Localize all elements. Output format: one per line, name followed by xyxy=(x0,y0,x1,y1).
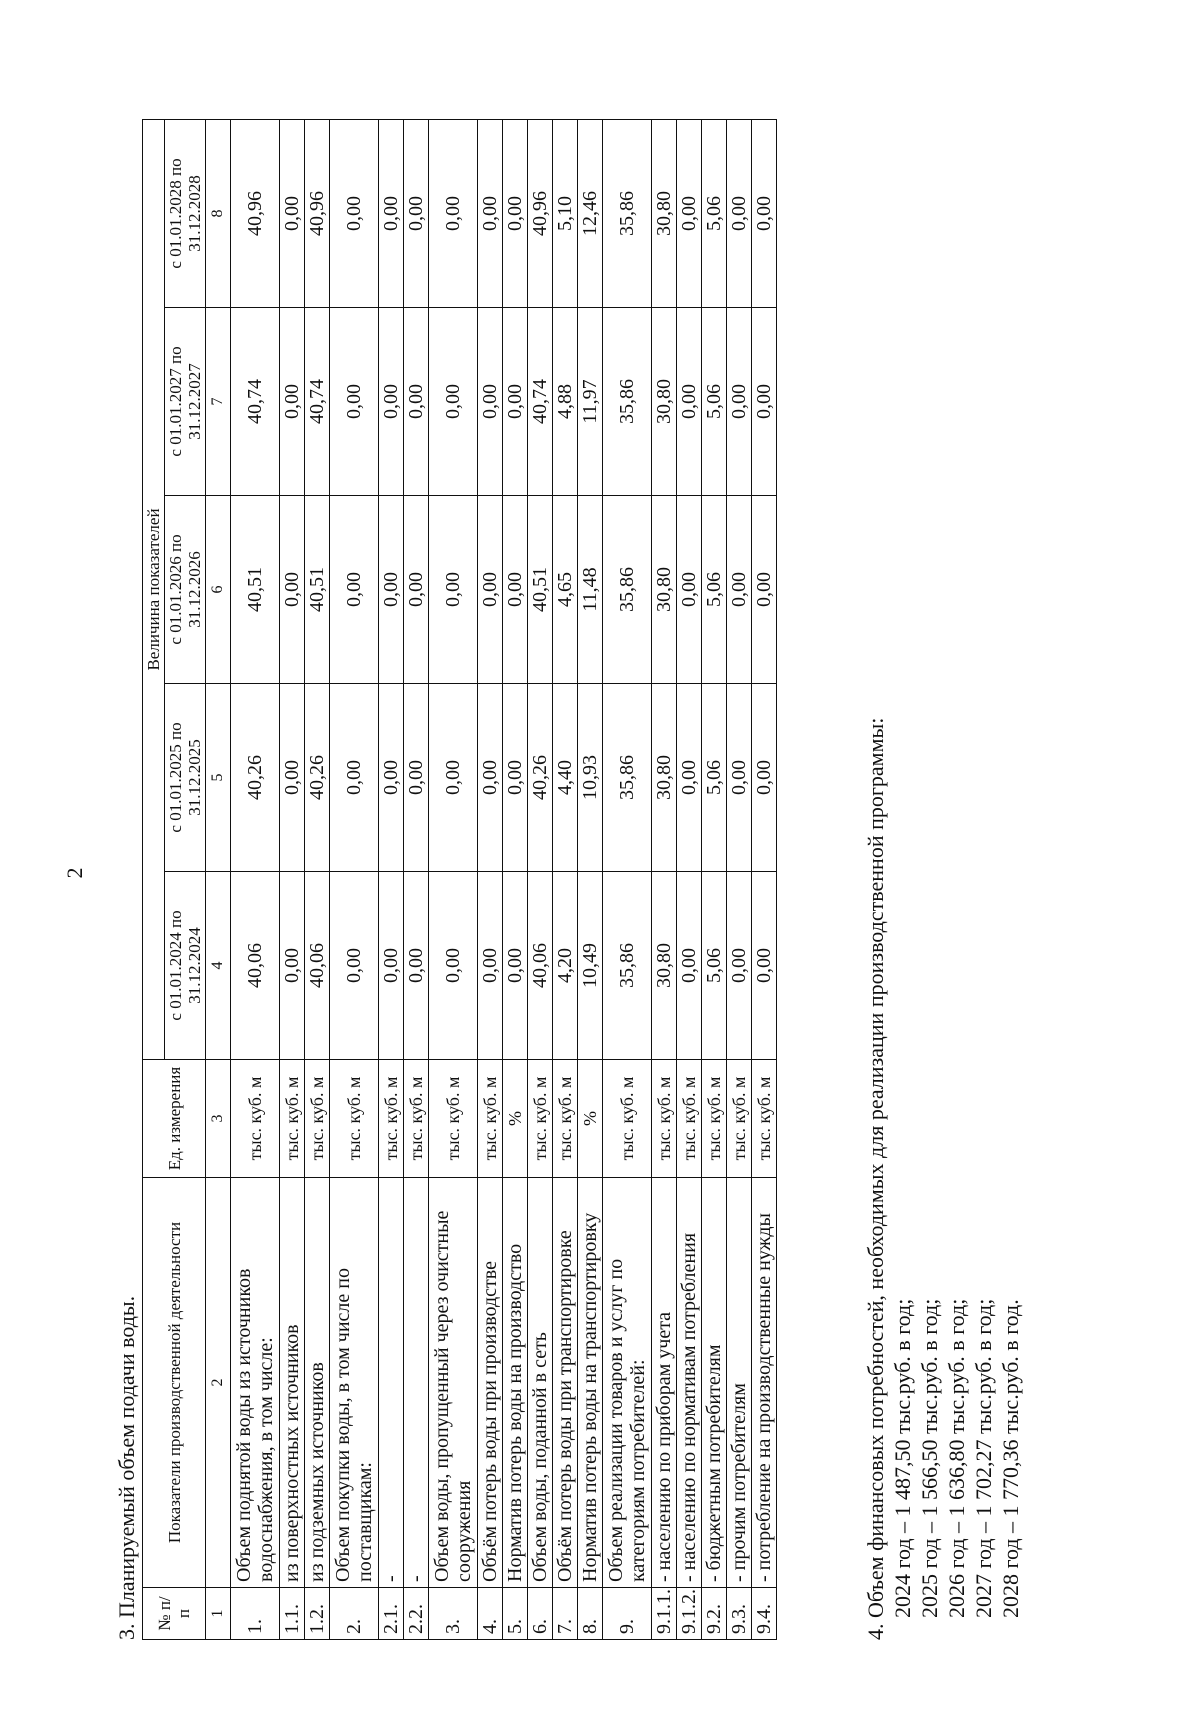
header-group: Величина показателей xyxy=(143,119,165,1059)
row-value: 30,80 xyxy=(652,119,677,307)
row-value: 0,00 xyxy=(478,308,503,496)
row-value: 0,00 xyxy=(478,496,503,684)
row-number: 2.2. xyxy=(404,1588,429,1640)
header-indicator: Показатели производственной деятельности xyxy=(143,1178,206,1588)
row-value: 5,06 xyxy=(702,684,727,872)
row-unit: тыс. куб. м xyxy=(305,1060,330,1178)
row-value: 0,00 xyxy=(677,684,702,872)
row-indicator: - прочим потребителям xyxy=(727,1178,752,1588)
column-number: 8 xyxy=(206,119,231,307)
header-unit: Ед. измерения xyxy=(143,1060,206,1178)
row-value: 35,86 xyxy=(603,308,652,496)
row-value: 30,80 xyxy=(652,496,677,684)
row-number: 1. xyxy=(231,1588,280,1640)
row-value: 40,06 xyxy=(305,872,330,1060)
column-number: 2 xyxy=(206,1178,231,1588)
row-indicator: Объем реализации товаров и услуг по категориям потребителей: xyxy=(603,1178,652,1588)
row-unit: тыс. куб. м xyxy=(752,1060,777,1178)
row-value: 0,00 xyxy=(280,684,305,872)
row-number: 9.1.1. xyxy=(652,1588,677,1640)
rotated-landscape-content xyxy=(100,80,1060,1640)
row-value: 0,00 xyxy=(677,872,702,1060)
row-value: 0,00 xyxy=(429,308,478,496)
header-period-2024: с 01.01.2024 по 31.12.2024 xyxy=(165,872,206,1060)
row-indicator: Объём потерь воды при производстве xyxy=(478,1178,503,1588)
table-row xyxy=(603,119,652,1639)
row-value: 4,20 xyxy=(553,872,578,1060)
row-indicator: Норматив потерь воды на производство xyxy=(503,1178,528,1588)
row-value: 0,00 xyxy=(503,872,528,1060)
row-value: 0,00 xyxy=(379,872,404,1060)
row-number: 2.1. xyxy=(379,1588,404,1640)
row-unit: % xyxy=(578,1060,603,1178)
row-value: 11,97 xyxy=(578,308,603,496)
row-unit: тыс. куб. м xyxy=(429,1060,478,1178)
row-number: 5. xyxy=(503,1588,528,1640)
table-body xyxy=(231,119,777,1639)
table-row xyxy=(429,119,478,1639)
row-value: 0,00 xyxy=(404,684,429,872)
header-row-1 xyxy=(143,119,165,1639)
finance-line-2024: 2024 год – 1 487,50 тыс.руб. в год; xyxy=(890,1298,915,1618)
row-value: 5,06 xyxy=(702,119,727,307)
row-value: 11,48 xyxy=(578,496,603,684)
row-value: 0,00 xyxy=(429,684,478,872)
row-value: 30,80 xyxy=(652,872,677,1060)
row-unit: тыс. куб. м xyxy=(652,1060,677,1178)
row-unit: тыс. куб. м xyxy=(553,1060,578,1178)
column-number: 7 xyxy=(206,308,231,496)
row-value: 40,26 xyxy=(305,684,330,872)
table-row xyxy=(727,119,752,1639)
row-indicator: - xyxy=(379,1178,404,1588)
row-value: 40,06 xyxy=(528,872,553,1060)
row-number: 6. xyxy=(528,1588,553,1640)
row-unit: тыс. куб. м xyxy=(727,1060,752,1178)
row-value: 0,00 xyxy=(379,308,404,496)
row-value: 0,00 xyxy=(330,496,379,684)
row-indicator: - населению по нормативам потребления xyxy=(677,1178,702,1588)
row-value: 0,00 xyxy=(727,119,752,307)
row-value: 0,00 xyxy=(727,496,752,684)
row-value: 0,00 xyxy=(330,119,379,307)
header-period-2027: с 01.01.2027 по 31.12.2027 xyxy=(165,308,206,496)
table-row xyxy=(752,119,777,1639)
row-value: 0,00 xyxy=(752,872,777,1060)
header-period-2028: с 01.01.2028 по 31.12.2028 xyxy=(165,119,206,307)
row-value: 35,86 xyxy=(603,684,652,872)
row-number: 9. xyxy=(603,1588,652,1640)
row-value: 40,51 xyxy=(305,496,330,684)
row-unit: тыс. куб. м xyxy=(478,1060,503,1178)
row-value: 0,00 xyxy=(280,872,305,1060)
row-indicator: Объем воды, пропущенный через очистные сооружения xyxy=(429,1178,478,1588)
row-value: 40,96 xyxy=(528,119,553,307)
row-indicator: Объем поднятой воды из источников водоснабжения, в том числе: xyxy=(231,1178,280,1588)
table-row xyxy=(231,119,280,1639)
row-value: 40,51 xyxy=(528,496,553,684)
row-value: 0,00 xyxy=(330,872,379,1060)
row-value: 5,10 xyxy=(553,119,578,307)
column-number: 6 xyxy=(206,496,231,684)
finance-line-2025: 2025 год – 1 566,50 тыс.руб. в год; xyxy=(917,1298,942,1618)
row-value: 40,26 xyxy=(231,684,280,872)
row-value: 35,86 xyxy=(603,119,652,307)
row-value: 4,40 xyxy=(553,684,578,872)
row-value: 0,00 xyxy=(727,872,752,1060)
row-number: 9.1.2. xyxy=(677,1588,702,1640)
table-row xyxy=(379,119,404,1639)
finance-line-2027: 2027 год – 1 702,27 тыс.руб. в год; xyxy=(971,1298,996,1618)
row-value: 0,00 xyxy=(330,308,379,496)
row-indicator: Объем покупки воды, в том числе по поставщикам: xyxy=(330,1178,379,1588)
header-period-2025: с 01.01.2025 по 31.12.2025 xyxy=(165,684,206,872)
page-number: 2 xyxy=(62,867,87,879)
row-value: 0,00 xyxy=(677,496,702,684)
row-unit: тыс. куб. м xyxy=(404,1060,429,1178)
row-value: 0,00 xyxy=(280,119,305,307)
row-value: 35,86 xyxy=(603,872,652,1060)
row-value: 40,06 xyxy=(231,872,280,1060)
row-value: 0,00 xyxy=(429,872,478,1060)
row-indicator: Объём потерь воды при транспортировке xyxy=(553,1178,578,1588)
row-indicator: из подземных источников xyxy=(305,1178,330,1588)
row-value: 0,00 xyxy=(752,684,777,872)
table-row xyxy=(305,119,330,1639)
row-unit: тыс. куб. м xyxy=(702,1060,727,1178)
row-number: 2. xyxy=(330,1588,379,1640)
row-unit: тыс. куб. м xyxy=(528,1060,553,1178)
row-unit: тыс. куб. м xyxy=(231,1060,280,1178)
row-value: 0,00 xyxy=(404,496,429,684)
water-supply-table xyxy=(142,119,777,1640)
column-numbers-row xyxy=(206,119,231,1639)
column-number: 4 xyxy=(206,872,231,1060)
row-value: 40,51 xyxy=(231,496,280,684)
row-indicator: - потребление на производственные нужды xyxy=(752,1178,777,1588)
row-value: 12,46 xyxy=(578,119,603,307)
column-number: 3 xyxy=(206,1060,231,1178)
row-indicator: Объем воды, поданной в сеть xyxy=(528,1178,553,1588)
row-number: 1.2. xyxy=(305,1588,330,1640)
row-value: 0,00 xyxy=(404,308,429,496)
row-value: 0,00 xyxy=(752,308,777,496)
row-unit: тыс. куб. м xyxy=(280,1060,305,1178)
row-value: 0,00 xyxy=(429,496,478,684)
section-4-heading: 4. Объем финансовых потребностей, необходимых для реализации производственной программы: xyxy=(863,717,888,1640)
row-value: 0,00 xyxy=(752,496,777,684)
row-value: 30,80 xyxy=(652,308,677,496)
table-row xyxy=(578,119,603,1639)
row-value: 30,80 xyxy=(652,684,677,872)
row-number: 4. xyxy=(478,1588,503,1640)
row-unit: тыс. куб. м xyxy=(379,1060,404,1178)
header-num: № п/п xyxy=(143,1588,206,1640)
row-value: 0,00 xyxy=(379,496,404,684)
row-number: 9.4. xyxy=(752,1588,777,1640)
row-value: 5,06 xyxy=(702,496,727,684)
row-number: 1.1. xyxy=(280,1588,305,1640)
row-value: 0,00 xyxy=(280,308,305,496)
table-row xyxy=(677,119,702,1639)
table-row xyxy=(404,119,429,1639)
row-value: 0,00 xyxy=(429,119,478,307)
row-value: 10,49 xyxy=(578,872,603,1060)
section-4 xyxy=(862,718,1024,1640)
row-value: 0,00 xyxy=(503,308,528,496)
row-unit: тыс. куб. м xyxy=(603,1060,652,1178)
row-value: 0,00 xyxy=(404,119,429,307)
table-row xyxy=(280,119,305,1639)
table-row xyxy=(528,119,553,1639)
row-value: 0,00 xyxy=(478,684,503,872)
column-number: 1 xyxy=(206,1588,231,1640)
header-period-2026: с 01.01.2026 по 31.12.2026 xyxy=(165,496,206,684)
section-3-heading: 3. Планируемый объем подачи воды. xyxy=(114,1295,139,1640)
row-unit: тыс. куб. м xyxy=(677,1060,702,1178)
row-value: 4,65 xyxy=(553,496,578,684)
row-value: 5,06 xyxy=(702,872,727,1060)
row-indicator: - бюджетным потребителям xyxy=(702,1178,727,1588)
row-value: 0,00 xyxy=(503,119,528,307)
row-value: 0,00 xyxy=(330,684,379,872)
row-indicator: - населению по приборам учета xyxy=(652,1178,677,1588)
table-row xyxy=(553,119,578,1639)
row-indicator: из поверхностных источников xyxy=(280,1178,305,1588)
row-value: 0,00 xyxy=(280,496,305,684)
row-value: 35,86 xyxy=(603,496,652,684)
column-number: 5 xyxy=(206,684,231,872)
row-number: 9.2. xyxy=(702,1588,727,1640)
row-value: 0,00 xyxy=(379,119,404,307)
row-value: 0,00 xyxy=(503,496,528,684)
row-value: 0,00 xyxy=(379,684,404,872)
row-value: 40,26 xyxy=(528,684,553,872)
row-value: 0,00 xyxy=(404,872,429,1060)
row-value: 0,00 xyxy=(727,684,752,872)
row-value: 10,93 xyxy=(578,684,603,872)
table-row xyxy=(503,119,528,1639)
row-value: 0,00 xyxy=(503,684,528,872)
row-number: 9.3. xyxy=(727,1588,752,1640)
row-value: 40,74 xyxy=(528,308,553,496)
finance-line-2026: 2026 год – 1 636,80 тыс.руб. в год; xyxy=(944,1298,969,1618)
row-value: 40,96 xyxy=(305,119,330,307)
row-number: 7. xyxy=(553,1588,578,1640)
table-row xyxy=(652,119,677,1639)
row-unit: тыс. куб. м xyxy=(330,1060,379,1178)
row-indicator: - xyxy=(404,1178,429,1588)
table-row xyxy=(330,119,379,1639)
row-value: 0,00 xyxy=(478,119,503,307)
row-value: 5,06 xyxy=(702,308,727,496)
table-row xyxy=(478,119,503,1639)
row-value: 0,00 xyxy=(677,119,702,307)
row-value: 40,74 xyxy=(231,308,280,496)
row-indicator: Норматив потерь воды на транспортировку xyxy=(578,1178,603,1588)
row-value: 4,88 xyxy=(553,308,578,496)
table-row xyxy=(702,119,727,1639)
row-number: 8. xyxy=(578,1588,603,1640)
row-unit: % xyxy=(503,1060,528,1178)
finance-line-2028: 2028 год – 1 770,36 тыс.руб. в год. xyxy=(998,1299,1023,1618)
row-number: 3. xyxy=(429,1588,478,1640)
row-value: 0,00 xyxy=(677,308,702,496)
row-value: 0,00 xyxy=(752,119,777,307)
row-value: 40,96 xyxy=(231,119,280,307)
row-value: 40,74 xyxy=(305,308,330,496)
row-value: 0,00 xyxy=(478,872,503,1060)
row-value: 0,00 xyxy=(727,308,752,496)
